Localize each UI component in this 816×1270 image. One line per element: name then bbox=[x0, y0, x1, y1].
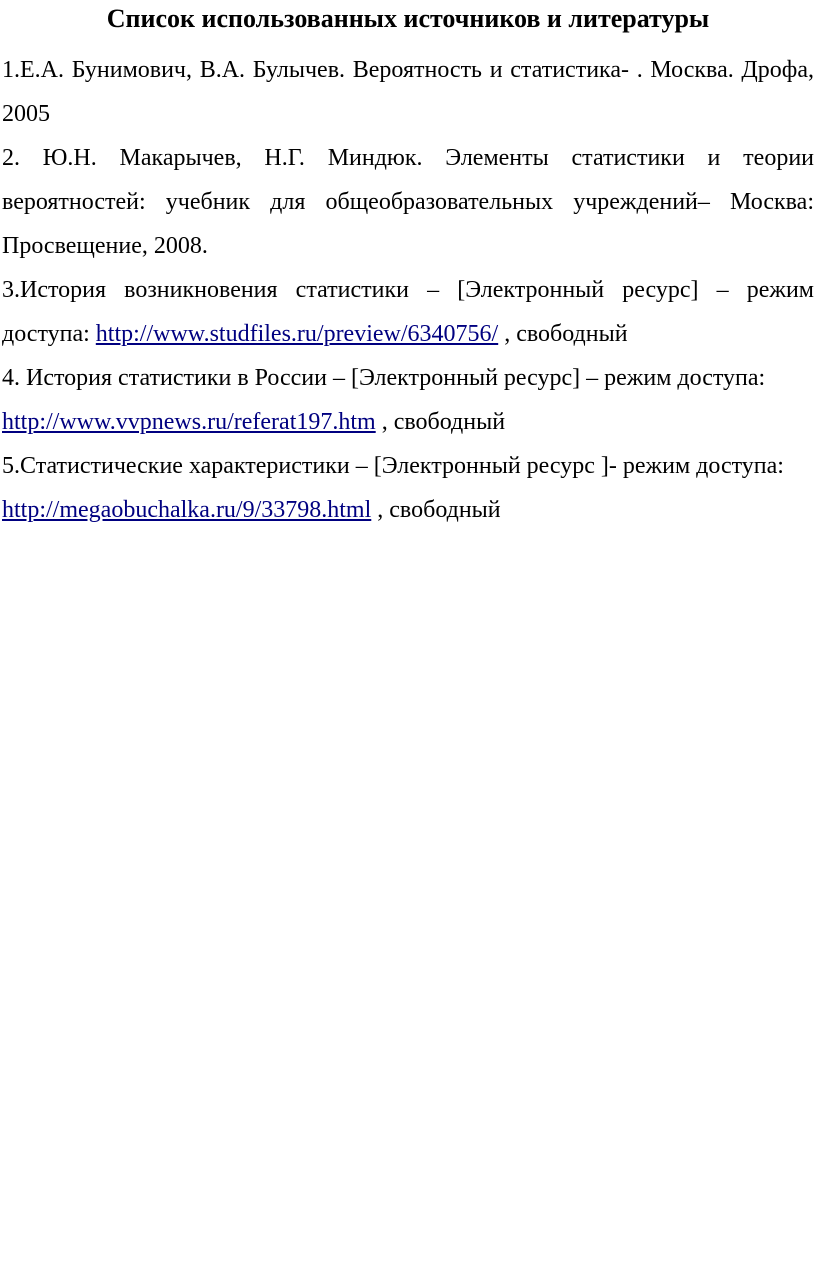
reference-item-4 bbox=[2, 356, 814, 444]
reference-text-after: , свободный bbox=[371, 497, 501, 523]
reference-link[interactable]: http://www.studfiles.ru/preview/6340756/ bbox=[95, 321, 499, 347]
reference-text-before: 5.Статистические характеристики – [Электронный ресурс ]- режим доступа: bbox=[2, 453, 784, 479]
reference-text-before: 4. История статистики в России – [Электронный ресурс] – режим доступа: bbox=[2, 365, 766, 391]
reference-text-before: 3.История возникновения статистики – [Электронный ресурс] – режим доступа: bbox=[2, 277, 814, 347]
reference-item-2 bbox=[2, 136, 814, 268]
page-title: Список использованных источников и литературы bbox=[106, 4, 710, 33]
reference-link[interactable]: http://megaobuchalka.ru/9/33798.html bbox=[2, 497, 372, 523]
reference-item-5 bbox=[2, 444, 814, 532]
reference-text: 1.Е.А. Бунимович, В.А. Булычев. Вероятность и статистика- . Москва. Дрофа, 2005 bbox=[2, 57, 814, 127]
reference-item-1 bbox=[2, 48, 814, 136]
reference-text: 2. Ю.Н. Макарычев, Н.Г. Миндюк. Элементы статистики и теории вероятностей: учебник для общеобразовательных учреждений– Москва: Просвещение, 2008. bbox=[2, 145, 814, 259]
reference-link[interactable]: http://www.vvpnews.ru/referat197.htm bbox=[2, 409, 376, 435]
reference-text-after: , свободный bbox=[375, 409, 506, 435]
reference-list bbox=[2, 48, 814, 532]
reference-text-after: , свободный bbox=[498, 321, 628, 347]
reference-item-3 bbox=[2, 268, 814, 356]
